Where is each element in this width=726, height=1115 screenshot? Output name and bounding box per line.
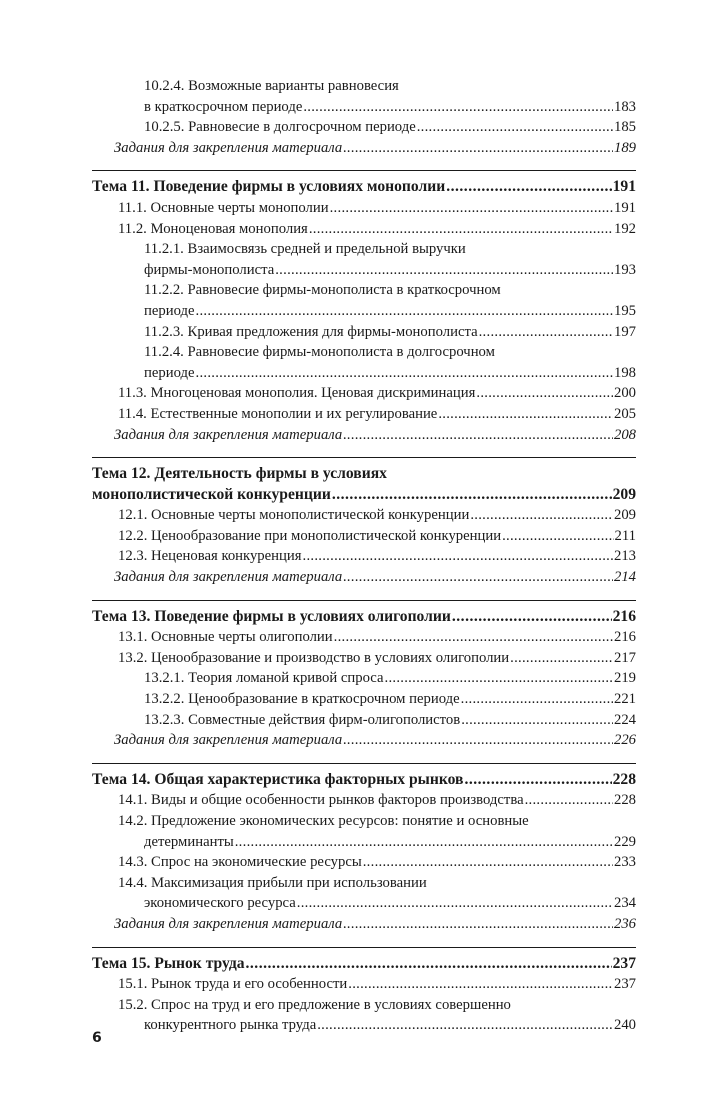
toc-entry-title-cont: конкурентного рынка труда: [144, 1017, 317, 1034]
leader-dots: [343, 914, 613, 935]
leader-dots: [438, 404, 613, 425]
topic-title-cont: монополистической конкуренции: [92, 485, 331, 503]
leader-dots: [275, 260, 613, 281]
leader-dots: [470, 505, 613, 526]
leader-dots: [196, 363, 613, 384]
toc-entry-12-2[interactable]: [92, 526, 636, 547]
leader-dots: [332, 485, 612, 506]
leader-dots: [461, 689, 613, 710]
page-number: 228: [613, 792, 636, 809]
toc-entry-title-cont: в краткосрочном периоде: [144, 98, 303, 115]
leader-dots: [363, 852, 613, 873]
toc-entry-exercises[interactable]: [92, 730, 636, 751]
toc-entry-13-2[interactable]: [92, 648, 636, 669]
topic-13-block: [92, 600, 636, 751]
toc-entry-14-3[interactable]: [92, 852, 636, 873]
page-number: 236: [613, 915, 636, 932]
toc-entry-title: 12.3. Неценовая конкуренция: [118, 548, 302, 565]
toc-entry-title: 12.2. Ценообразование при монополистической конкуренции: [118, 527, 502, 544]
toc-entry-10-2-4[interactable]: [92, 76, 636, 117]
toc-entry-title: 11.2.2. Равновесие фирмы-монополиста в краткосрочном: [144, 282, 501, 299]
page-number: 183: [613, 98, 636, 115]
topic-15-heading[interactable]: [92, 954, 636, 975]
topic-title: Тема 11. Поведение фирмы в условиях монополии: [92, 178, 446, 196]
leader-dots: [303, 546, 613, 567]
toc-entry-title: Задания для закрепления материала: [114, 732, 343, 749]
leader-dots: [343, 138, 613, 159]
topic-11-heading[interactable]: [92, 177, 636, 198]
toc-entry-title: Задания для закрепления материала: [114, 915, 343, 932]
page-number: 216: [613, 629, 636, 646]
toc-entry-11-2-1[interactable]: [92, 239, 636, 280]
toc-entry-11-1[interactable]: [92, 198, 636, 219]
leader-dots: [343, 425, 613, 446]
leader-dots: [297, 893, 613, 914]
page-number: 191: [613, 199, 636, 216]
page-number: 198: [613, 364, 636, 381]
page-number: 221: [613, 691, 636, 708]
leader-dots: [502, 526, 613, 547]
toc-entry-title: 11.1. Основные черты монополии: [118, 199, 329, 216]
page-number: 185: [613, 119, 636, 136]
toc-entry-title: 15.1. Рынок труда и его особенности: [118, 976, 348, 993]
toc-entry-title: 11.2.4. Равновесие фирмы-монополиста в долгосрочном: [144, 344, 495, 361]
toc-entry-title-cont: периоде: [144, 302, 195, 319]
leader-dots: [235, 832, 613, 853]
toc-entry-14-1[interactable]: [92, 790, 636, 811]
toc-entry-title: Задания для закрепления материала: [114, 426, 343, 443]
toc-entry-title: 14.1. Виды и общие особенности рынков факторов производства: [118, 792, 524, 809]
toc-entry-title: 11.2.3. Кривая предложения для фирмы-монополиста: [144, 323, 478, 340]
page-number: 197: [613, 323, 636, 340]
leader-dots: [246, 954, 612, 975]
leader-dots: [196, 301, 613, 322]
toc-entry-title: 10.2.4. Возможные варианты равновесия: [144, 78, 399, 94]
toc-entry-11-2-4[interactable]: [92, 342, 636, 383]
leader-dots: [317, 1015, 613, 1036]
toc-entry-13-2-1[interactable]: [92, 668, 636, 689]
page-number: 219: [613, 670, 636, 687]
page-footer-number: 6: [92, 1030, 102, 1046]
page-number: 217: [613, 649, 636, 666]
page-number: 234: [613, 895, 636, 912]
toc-entry-title: 12.1. Основные черты монополистической конкуренции: [118, 507, 470, 524]
toc-entry-title-cont: детерминанты: [144, 833, 234, 850]
toc-entry-title-cont: периоде: [144, 364, 195, 381]
toc-entry-title: Задания для закрепления материала: [114, 569, 343, 586]
toc-entry-title: 11.2.1. Взаимосвязь средней и предельной выручки: [144, 241, 466, 258]
page-number: 209: [612, 485, 636, 503]
toc-entry-11-2-3[interactable]: [92, 322, 636, 343]
page-number: 216: [612, 607, 636, 625]
toc-entry-title-cont: фирмы-монополиста: [144, 261, 275, 278]
toc-entry-title: 10.2.5. Равновесие в долгосрочном периоде: [144, 119, 416, 136]
toc-entry-11-2[interactable]: [92, 219, 636, 240]
toc-entry-exercises[interactable]: [92, 425, 636, 446]
toc-entry-11-3[interactable]: [92, 383, 636, 404]
topic-title: Тема 12. Деятельность фирмы в условиях: [92, 465, 387, 483]
toc-entry-title: 11.4. Естественные монополии и их регулирование: [118, 405, 438, 422]
toc-entry-exercises[interactable]: [92, 567, 636, 588]
topic-12-block: [92, 457, 636, 588]
toc-entry-exercises[interactable]: [92, 914, 636, 935]
topic-13-heading[interactable]: [92, 607, 636, 628]
toc-entry-title: 11.3. Многоценовая монополия. Ценовая дискриминация: [118, 385, 476, 402]
topic-11-block: [92, 170, 636, 445]
page-number: 237: [613, 976, 636, 993]
page-number: 229: [613, 833, 636, 850]
toc-entry-14-4[interactable]: [92, 873, 636, 914]
toc-entry-title: 13.2.2. Ценообразование в краткосрочном периоде: [144, 691, 460, 708]
leader-dots: [476, 383, 613, 404]
leader-dots: [446, 177, 611, 198]
page-number: 205: [613, 405, 636, 422]
leader-dots: [334, 627, 613, 648]
toc-entry-13-1[interactable]: [92, 627, 636, 648]
topic-title: Тема 15. Рынок труда: [92, 954, 245, 972]
topic-title: Тема 14. Общая характеристика факторных рынков: [92, 770, 464, 788]
toc-entry-12-3[interactable]: [92, 546, 636, 567]
page-number: 213: [613, 548, 636, 565]
leader-dots: [461, 710, 613, 731]
leader-dots: [309, 219, 613, 240]
leader-dots: [343, 567, 613, 588]
page-number: 189: [613, 139, 636, 156]
page-number: 195: [613, 302, 636, 319]
toc-entry-title: 14.2. Предложение экономических ресурсов: понятие и основные: [118, 813, 529, 829]
toc-entry-11-4[interactable]: [92, 404, 636, 425]
toc-entry-title: 11.2. Моноценовая монополия: [118, 220, 308, 237]
page-number: 209: [613, 507, 636, 524]
toc-entry-12-1[interactable]: [92, 505, 636, 526]
toc-entry-title: 13.1. Основные черты олигополии: [118, 629, 333, 646]
leader-dots: [525, 790, 613, 811]
toc-entry-14-2[interactable]: [92, 811, 636, 852]
toc-entry-title: Задания для закрепления материала: [114, 139, 343, 156]
leader-dots: [510, 648, 613, 669]
toc-entry-15-1[interactable]: [92, 974, 636, 995]
table-of-contents: [92, 76, 636, 1036]
toc-entry-title: 15.2. Спрос на труд и его предложение в условиях совершенно: [118, 996, 511, 1013]
topic-12-heading[interactable]: [92, 464, 636, 505]
leader-dots: [479, 322, 613, 343]
page-number: 191: [612, 178, 636, 196]
page-number: 224: [613, 711, 636, 728]
toc-entry-13-2-2[interactable]: [92, 689, 636, 710]
leader-dots: [452, 607, 612, 628]
leader-dots: [343, 730, 613, 751]
page-number: 214: [613, 569, 636, 586]
page-number: 193: [613, 261, 636, 278]
page-number: 240: [613, 1017, 636, 1034]
toc-entry-15-2[interactable]: [92, 995, 636, 1036]
leader-dots: [303, 97, 613, 118]
page-number: 228: [612, 770, 636, 788]
page-number: 211: [614, 527, 636, 544]
topic-14-block: [92, 763, 636, 935]
topic-15-block: [92, 947, 636, 1036]
toc-entry-11-2-2[interactable]: [92, 280, 636, 321]
toc-entry-title: 13.2. Ценообразование и производство в условиях олигополии: [118, 649, 510, 666]
page-number: 208: [613, 426, 636, 443]
toc-entry-13-2-3[interactable]: [92, 710, 636, 731]
leader-dots: [330, 198, 613, 219]
toc-entry-title: 13.2.1. Теория ломаной кривой спроса: [144, 670, 384, 687]
toc-entry-10-2-5[interactable]: [92, 117, 636, 138]
topic-14-heading[interactable]: [92, 770, 636, 791]
leader-dots: [464, 770, 611, 791]
page-number: 192: [613, 220, 636, 237]
leader-dots: [417, 117, 613, 138]
toc-entry-title: 14.4. Максимизация прибыли при использовании: [118, 874, 427, 891]
toc-entry-title-cont: экономического ресурса: [144, 895, 296, 912]
page-number: 237: [612, 954, 636, 972]
leader-dots: [385, 668, 613, 689]
page-number: 233: [613, 854, 636, 871]
page-number: 226: [613, 732, 636, 749]
toc-entry-title: 13.2.3. Совместные действия фирм-олигополистов: [144, 711, 461, 728]
toc-entry-exercises[interactable]: [92, 138, 636, 159]
topic-title: Тема 13. Поведение фирмы в условиях олигополии: [92, 607, 451, 625]
toc-entry-title: 14.3. Спрос на экономические ресурсы: [118, 854, 362, 871]
leader-dots: [348, 974, 613, 995]
page-number: 200: [613, 385, 636, 402]
